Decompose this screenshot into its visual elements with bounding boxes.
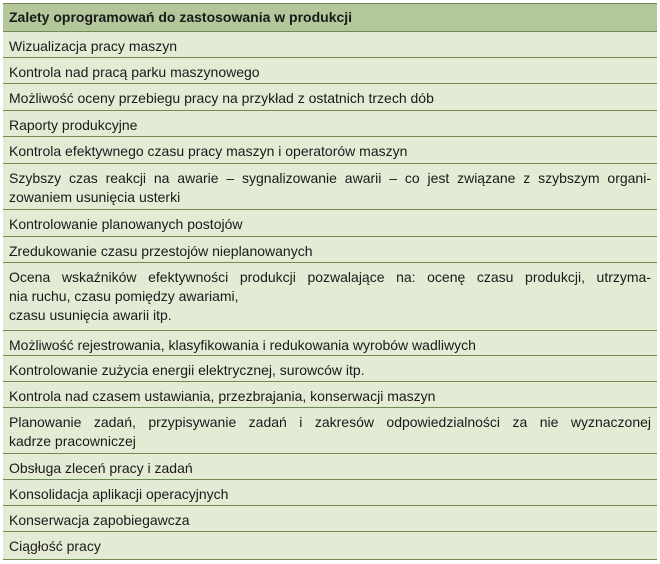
table-header: Zalety oprogramowań do zastosowania w produkcji (3, 4, 657, 32)
table-row (3, 454, 657, 480)
table-row (3, 408, 657, 454)
table-row (3, 331, 657, 356)
table-row (3, 532, 657, 559)
row-text: Ciągłość pracy (9, 538, 101, 554)
row-text: Kontrola nad pracą parku maszynowego (9, 64, 260, 80)
row-text: czasu usunięcia awarii itp. (9, 307, 172, 323)
row-text: Raporty produkcyjne (9, 117, 138, 133)
row-text: Zredukowanie czasu przestojów nieplanowanych (9, 243, 313, 259)
row-text: Wizualizacja pracy maszyn (9, 38, 178, 54)
row-text: Konserwacja zapobiegawcza (9, 512, 190, 528)
table-row (3, 164, 657, 210)
row-text: Kontrola nad czasem ustawiania, przezbrajania, konserwacji maszyn (9, 388, 436, 404)
row-text: Ocena wskaźników efektywności produkcji pozwalające na: ocenę czasu produkcji, utrzyma- (9, 269, 651, 285)
row-text: Konsolidacja aplikacji operacyjnych (9, 486, 229, 502)
table-row (3, 382, 657, 408)
row-text: kadrze pracowniczej (9, 433, 136, 449)
table-row (3, 210, 657, 237)
row-text: Kontrolowanie zużycia energii elektrycznej, surowców itp. (9, 362, 365, 378)
table-row (3, 137, 657, 164)
table-row (3, 84, 657, 111)
table-row (3, 356, 657, 382)
table-row (3, 32, 657, 58)
table-row (3, 111, 657, 137)
row-text: Planowanie zadań, przypisywanie zadań i zakresów odpowiedzialności za nie wyznaczonej (9, 414, 651, 430)
table-row (3, 263, 657, 331)
table-row (3, 506, 657, 532)
row-text: nia ruchu, czasu pomiędzy awariami, (9, 288, 239, 304)
advantages-table (3, 3, 657, 560)
row-text: zowaniem usunięcia usterki (9, 189, 181, 205)
row-text: Możliwość oceny przebiegu pracy na przykład z ostatnich trzech dób (9, 90, 434, 106)
row-text: Obsługa zleceń pracy i zadań (9, 460, 193, 476)
table-row (3, 480, 657, 506)
table-row (3, 237, 657, 263)
row-text: Możliwość rejestrowania, klasyfikowania i redukowania wyrobów wadliwych (9, 337, 476, 353)
row-text: Kontrola efektywnego czasu pracy maszyn i operatorów maszyn (9, 143, 408, 159)
table-row (3, 58, 657, 84)
row-text: Kontrolowanie planowanych postojów (9, 216, 243, 232)
row-text: Szybszy czas reakcji na awarie – sygnalizowanie awarii – co jest związane z szybszym organi- (9, 170, 651, 186)
